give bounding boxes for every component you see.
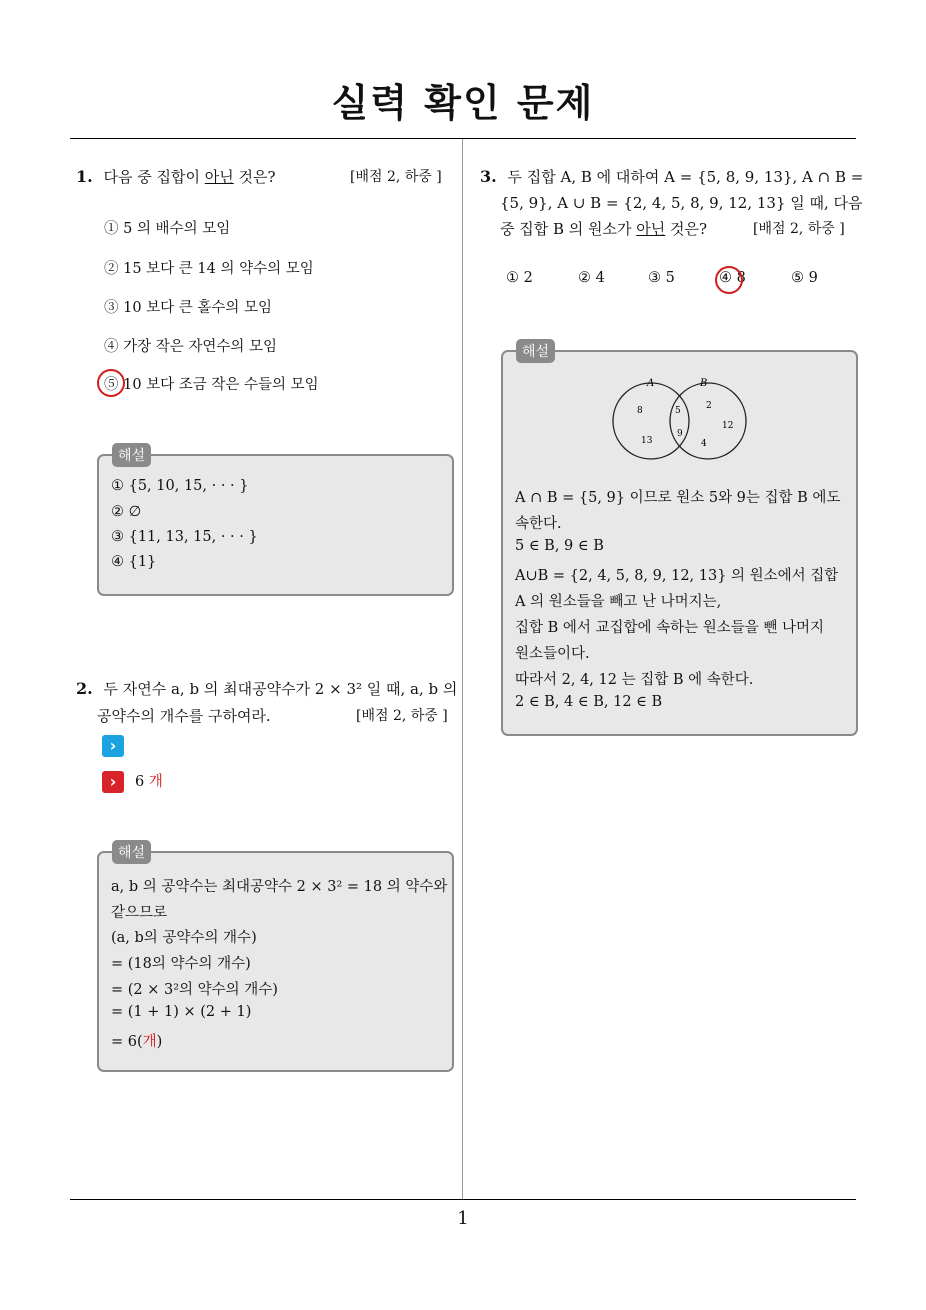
q2-explain-line: 같으므로 [111, 905, 168, 921]
q1-stem: 1. 다음 중 집합이 아닌 것은? [76, 167, 276, 186]
q1-underline-word: 아닌 [204, 168, 234, 186]
q1-option-4[interactable]: ④ 가장 작은 자연수의 모임 [104, 339, 278, 355]
venn-only-b: 2 [706, 401, 712, 411]
q3-explain-line: A ∩ B = {5, 9} 이므로 원소 5와 9는 집합 B 에도 [515, 490, 841, 506]
venn-label-a: A [647, 378, 655, 389]
q2-number: 2. [76, 679, 93, 698]
q1-explain-line: ④ {1} [111, 554, 157, 570]
q2-stem-line1: 2. 두 자연수 a, b 의 최대공약수가 2 × 3² 일 때, a, b 의 [76, 679, 458, 698]
q3-explain-line: 5 ∈ B, 9 ∈ B [515, 538, 604, 554]
q1-explain-line: ③ {11, 13, 15, · · · } [111, 529, 258, 545]
q3-number: 3. [480, 167, 497, 186]
venn-only-b: 4 [701, 439, 707, 449]
q3-option-4[interactable]: ④ 8 [719, 270, 746, 286]
top-rule [70, 138, 856, 139]
q1-option-1[interactable]: ① 5 의 배수의 모임 [104, 221, 231, 237]
venn-circle-a [613, 383, 689, 459]
q2-stem-line2: 공약수의 개수를 구하여라. [97, 707, 271, 725]
answer-arrow-red-icon[interactable]: › [102, 771, 124, 793]
q3-option-5[interactable]: ⑤ 9 [791, 270, 818, 286]
q2-explanation-box [97, 851, 454, 1072]
column-divider [462, 139, 463, 1199]
q2-explain-line: = (1 + 1) × (2 + 1) [111, 1004, 252, 1020]
venn-intersection: 9 [677, 429, 683, 439]
q2-explain-line: a, b 의 공약수는 최대공약수 2 × 3² = 18 의 약수와 [111, 879, 448, 895]
q1-explain-line: ② ∅ [111, 504, 142, 520]
q3-explain-line: A 의 원소들을 빼고 난 나머지는, [515, 594, 722, 610]
page-title: 실력 확인 문제 [331, 81, 595, 125]
venn-circle-b [670, 383, 746, 459]
hint-arrow-blue-icon[interactable]: › [102, 735, 124, 757]
venn-diagram [603, 366, 763, 466]
q3-stem-line2: {5, 9}, A ∪ B = {2, 4, 5, 8, 9, 12, 13} 일 때, 다음 [500, 194, 863, 212]
q2-explain-last: = 6(개) [111, 1034, 163, 1050]
q2-explain-line: = (18의 약수의 개수) [111, 956, 251, 972]
q2-explain-line: (a, b의 공약수의 개수) [111, 930, 257, 946]
q2-explain-line: = (2 × 3²의 약수의 개수) [111, 982, 278, 998]
q3-option-2[interactable]: ② 4 [578, 270, 605, 286]
q1-explanation-box [97, 454, 454, 596]
q3-explain-line: 2 ∈ B, 4 ∈ B, 12 ∈ B [515, 694, 663, 710]
bottom-rule [70, 1199, 856, 1200]
venn-only-a: 8 [637, 406, 643, 416]
q3-explain-line: 속한다. [515, 516, 562, 532]
q1-answer-circle [97, 369, 125, 397]
q3-answer-circle [715, 266, 743, 294]
q2-answer: 6 개 [135, 774, 163, 790]
venn-only-b: 12 [722, 421, 734, 431]
page-number: 1 [457, 1208, 469, 1229]
q3-stem-line1: 3. 두 집합 A, B 에 대하여 A = {5, 8, 9, 13}, A ∩ B = [480, 167, 864, 186]
venn-only-a: 13 [641, 436, 653, 446]
venn-intersection: 5 [675, 406, 681, 416]
q3-option-1[interactable]: ① 2 [506, 270, 533, 286]
q3-explanation-box [501, 350, 858, 736]
q3-points: [배점 2, 하중 ] [753, 221, 845, 237]
q3-explain-tag: 해설 [516, 339, 555, 363]
q3-explain-line: A∪B = {2, 4, 5, 8, 9, 12, 13} 의 원소에서 집합 [515, 568, 839, 584]
q1-number: 1. [76, 167, 93, 186]
q3-stem-line3: 중 집합 B 의 원소가 아닌 것은? [500, 220, 708, 238]
q3-option-3[interactable]: ③ 5 [648, 270, 675, 286]
q3-explain-line: 원소들이다. [515, 646, 590, 662]
q2-explain-tag: 해설 [112, 840, 151, 864]
q1-option-2[interactable]: ② 15 보다 큰 14 의 약수의 모임 [104, 261, 314, 277]
q3-explain-line: 집합 B 에서 교집합에 속하는 원소들을 뺀 나머지 [515, 620, 825, 636]
venn-label-b: B [700, 378, 708, 389]
q1-explain-line: ① {5, 10, 15, · · · } [111, 478, 249, 494]
q2-points: [배점 2, 하중 ] [356, 708, 448, 724]
q3-explain-line: 따라서 2, 4, 12 는 집합 B 에 속한다. [515, 672, 754, 688]
q3-underline-word: 아닌 [636, 220, 666, 238]
q1-explain-tag: 해설 [112, 443, 151, 467]
q1-option-3[interactable]: ③ 10 보다 큰 홀수의 모임 [104, 300, 273, 316]
q1-option-5[interactable]: ⑤ 10 보다 조금 작은 수들의 모임 [104, 377, 319, 393]
q1-points: [배점 2, 하중 ] [350, 169, 442, 185]
